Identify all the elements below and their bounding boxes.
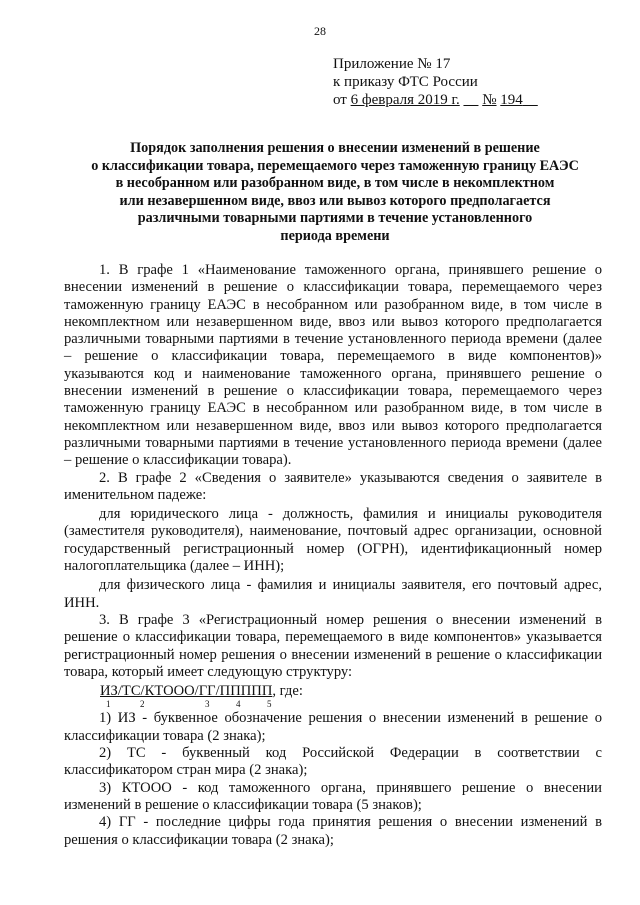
appendix-header bbox=[333, 55, 538, 109]
title-line: о классификации товара, перемещаемого через таможенную границу ЕАЭС bbox=[91, 157, 579, 174]
code-structure-code: ИЗ/ТС/КТООО/ГГ/ППППП bbox=[100, 683, 273, 700]
code-structure-numbers bbox=[64, 700, 602, 710]
code-number-3: 3 bbox=[205, 699, 210, 710]
code-number-1: 1 bbox=[106, 699, 111, 710]
list-item: 3) КТООО - код таможенного органа, принявшего решение о внесении изменений в решение о классификации товара (5 знаков); bbox=[64, 779, 602, 813]
title-line: Порядок заполнения решения о внесении изменений в решение bbox=[130, 140, 540, 156]
paragraph-individual: для физического лица - фамилия и инициалы заявителя, его почтовый адрес, ИНН. bbox=[64, 577, 602, 611]
code-number-5: 5 bbox=[267, 699, 272, 710]
list-item: 2) ТС - буквенный код Российской Федерации в соответствии с классификатором стран мира (2 знака); bbox=[64, 745, 602, 779]
list-item: 1) ИЗ - буквенное обозначение решения о внесении изменений в решение о классификации товара (2 знака); bbox=[64, 710, 602, 744]
appendix-number: 194 bbox=[500, 92, 523, 108]
page-number: 28 bbox=[314, 24, 326, 38]
appendix-date-prefix: от bbox=[333, 92, 347, 108]
appendix-line-1: Приложение № 17 bbox=[333, 56, 451, 72]
paragraph-legal-entity: для юридического лица - должность, фамилия и инициалы руководителя (заместителя руководителя), наименование, почтовый адрес организации, основной государственный регистрационный номер (ОГРН), идентификационный номер налогоплательщика (далее – ИНН); bbox=[64, 506, 602, 575]
code-number-2: 2 bbox=[140, 699, 145, 710]
paragraph-1: 1. В графе 1 «Наименование таможенного органа, принявшего решение о внесении изменений в решение о классификации товара, перемещаемого через таможенную границу ЕАЭС в несобранном или разобранном виде, в том числе в некомплектном или незавершенном виде, ввоз или вывоз которого предполагается различными товарными партиями в течение установленного периода времени (далее – решение о классификации товара, перемещаемого в виде компонентов)» указываются код и наименование таможенного органа, принявшего решение о внесении изменений в решение о классификации товара, перемещаемого через таможенную границу ЕАЭС в несобранном или разобранном виде, в том числе в некомплектном или незавершенном виде, ввоз или вывоз которого предполагается различными товарными партиями в течение установленного периода времени (далее – решение о классификации товара). bbox=[64, 262, 602, 469]
title-line: различными товарными партиями в течение установленного bbox=[137, 210, 533, 226]
appendix-number-prefix: № bbox=[482, 92, 497, 108]
title-line: периода времени bbox=[280, 227, 390, 244]
document-title bbox=[70, 140, 600, 245]
paragraph-3: 3. В графе 3 «Регистрационный номер решения о внесении изменений в решение о классификации товара, перемещаемого в виде компонентов» указывается регистрационный номер решения о внесении изменений в решение о классификации товара, который имеет следующую структуру: bbox=[64, 611, 602, 680]
appendix-line-2: к приказу ФТС России bbox=[333, 74, 478, 90]
code-structure bbox=[64, 683, 602, 700]
code-structure-suffix: , где: bbox=[272, 683, 303, 700]
paragraph-2: 2. В графе 2 «Сведения о заявителе» указываются сведения о заявителе в именительном падеже: bbox=[64, 469, 602, 503]
document-body bbox=[64, 262, 602, 849]
title-line: в несобранном или разобранном виде, в том числе в некомплектном bbox=[115, 175, 555, 191]
code-number-4: 4 bbox=[236, 699, 241, 710]
appendix-line-3 bbox=[333, 91, 538, 109]
appendix-date: 6 февраля 2019 г. bbox=[350, 92, 460, 108]
title-line: или незавершенном виде, ввоз или вывоз которого предполагается bbox=[119, 192, 551, 209]
list-item: 4) ГГ - последние цифры года принятия решения о внесении изменений в решения о классификации товара (2 знака); bbox=[64, 814, 602, 848]
